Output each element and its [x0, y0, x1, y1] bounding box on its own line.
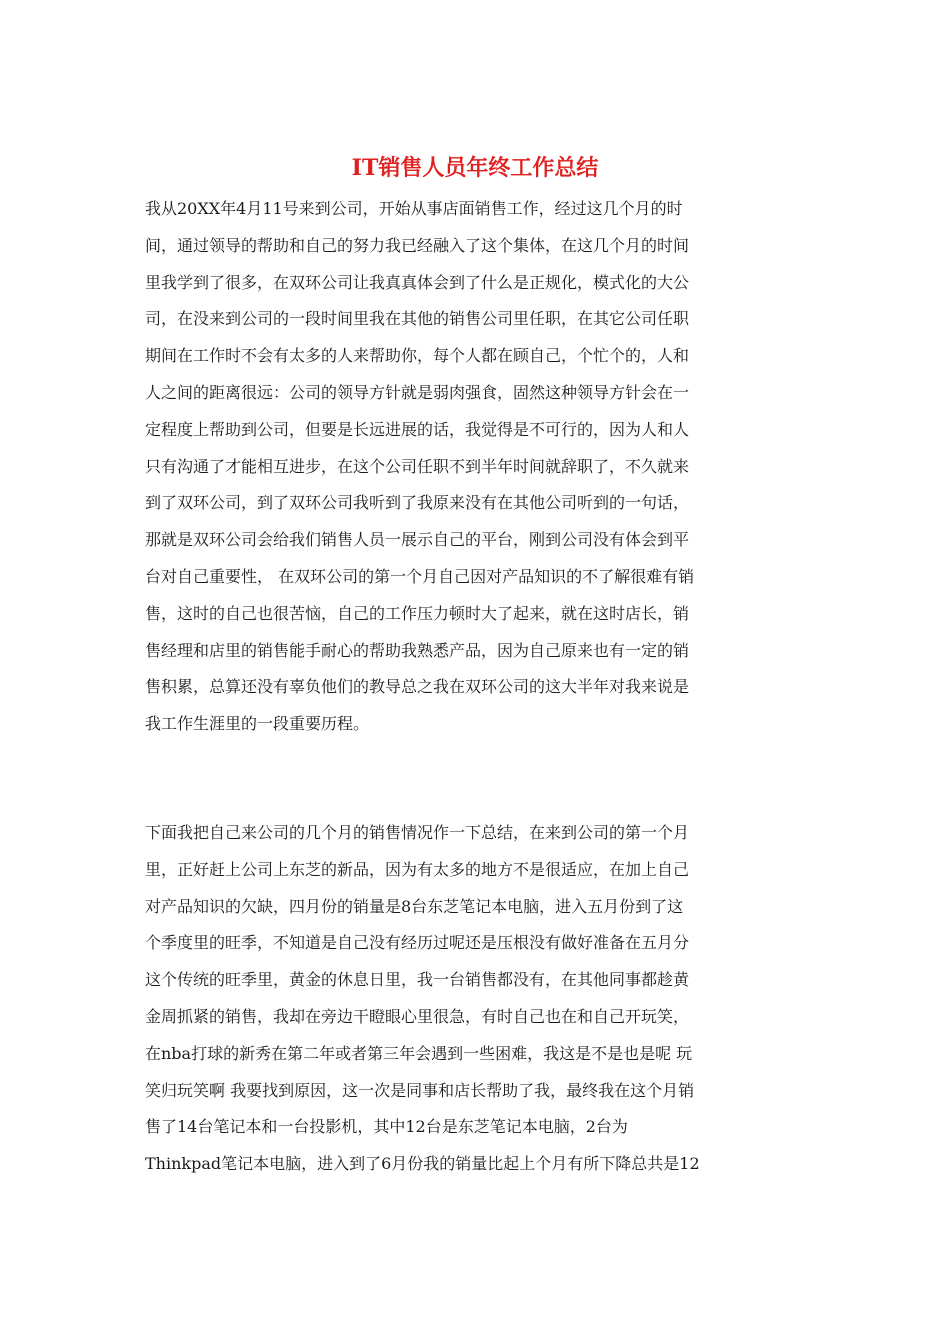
paragraph-line: 金周抓紧的销售，我却在旁边干瞪眼心里很急，有时自己也在和自己开玩笑， — [145, 1006, 690, 1026]
paragraph-line: 售了14台笔记本和一台投影机，其中12台是东芝笔记本电脑，2台为 — [145, 1117, 628, 1137]
paragraph-line: 售经理和店里的销售能手耐心的帮助我熟悉产品，因为自己原来也有一定的销 — [145, 640, 690, 660]
paragraph-1 — [145, 191, 805, 743]
paragraph-line: 在nba打球的新秀在第二年或者第三年会遇到一些困难，我这是不是也是呢 玩 — [145, 1043, 693, 1063]
paragraph-line: 里，正好赶上公司上东芝的新品，因为有太多的地方不是很适应，在加上自己 — [145, 859, 690, 879]
paragraph-line: 定程度上帮助到公司，但要是长远进展的话，我觉得是不可行的，因为人和人 — [145, 419, 690, 439]
document-title: IT销售人员年终工作总结 — [351, 155, 599, 181]
paragraph-line: 售积累，总算还没有辜负他们的教导总之我在双环公司的这大半年对我来说是 — [145, 677, 690, 697]
paragraph-line: 售，这时的自己也很苦恼，自己的工作压力顿时大了起来，就在这时店长，销 — [145, 603, 690, 623]
paragraph-line: Thinkpad笔记本电脑，进入到了6月份我的销量比起上个月有所下降总共是12 — [145, 1154, 700, 1174]
paragraph-line: 这个传统的旺季里，黄金的休息日里，我一台销售都没有，在其他同事都趁黄 — [145, 970, 690, 990]
paragraph-line: 那就是双环公司会给我们销售人员一展示自己的平台，刚到公司没有体会到平 — [145, 530, 690, 550]
paragraph-line: 里我学到了很多，在双环公司让我真真体会到了什么是正规化，模式化的大公 — [145, 272, 690, 292]
paragraph-line: 台对自己重要性， 在双环公司的第一个月自己因对产品知识的不了解很难有销 — [145, 566, 695, 586]
paragraph-line: 下面我把自己来公司的几个月的销售情况作一下总结，在来到公司的第一个月 — [145, 823, 690, 842]
paragraph-line: 对产品知识的欠缺，四月份的销量是8台东芝笔记本电脑，进入五月份到了这 — [145, 896, 684, 916]
paragraph-line: 间，通过领导的帮助和自己的努力我已经融入了这个集体，在这几个月的时间 — [145, 235, 690, 255]
paragraph-line: 期间在工作时不会有太多的人来帮助你，每个人都在顾自己，个忙个的，人和 — [145, 346, 690, 366]
paragraph-line: 个季度里的旺季，不知道是自己没有经历过呢还是压根没有做好准备在五月分 — [145, 933, 690, 953]
paragraph-line: 司，在没来到公司的一段时间里我在其他的销售公司里任职，在其它公司任职 — [145, 309, 690, 329]
paragraph-line: 我从20XX年4月11号来到公司，开始从事店面销售工作，经过这几个月的时 — [145, 199, 683, 218]
paragraph-line: 我工作生涯里的一段重要历程。 — [145, 714, 370, 734]
paragraph-2 — [145, 815, 805, 1183]
paragraph-line: 到了双环公司，到了双环公司我听到了我原来没有在其他公司听到的一句话， — [145, 493, 690, 513]
paragraph-line: 只有沟通了才能相互进步，在这个公司任职不到半年时间就辞职了，不久就来 — [145, 456, 690, 476]
paragraph-line: 笑归玩笑啊 我要找到原因，这一次是同事和店长帮助了我，最终我在这个月销 — [145, 1080, 695, 1100]
paragraph-line: 人之间的距离很远：公司的领导方针就是弱肉强食，固然这种领导方针会在一 — [145, 382, 690, 402]
